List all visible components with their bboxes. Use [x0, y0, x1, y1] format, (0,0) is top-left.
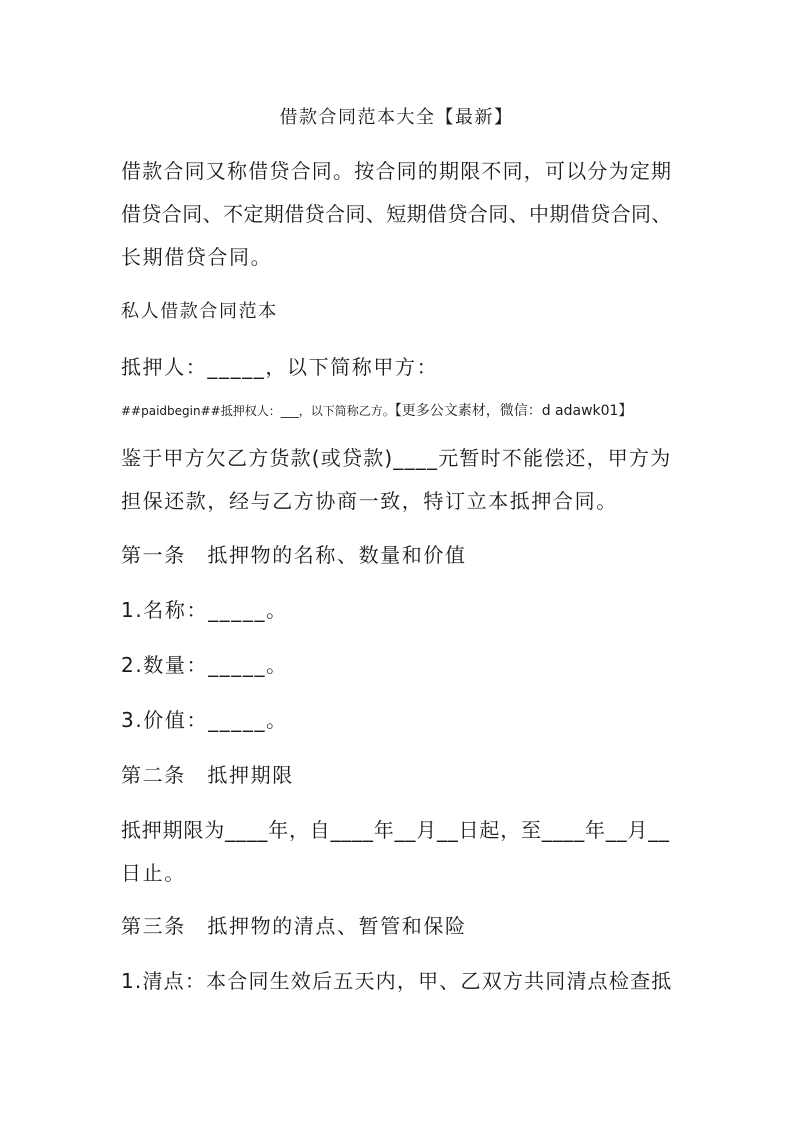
intro-line-3: 长期借贷合同。	[121, 245, 273, 269]
article3-heading: 第三条 抵押物的清点、暂管和保险	[121, 914, 467, 938]
preamble-line-1: 鉴于甲方欠乙方货款(或贷款)____元暂时不能偿还，甲方为	[121, 446, 672, 470]
article2-body-line-2: 日止。	[121, 861, 186, 885]
ad-notice: 【更多公文素材，微信：d adawk01】	[394, 403, 633, 419]
section-heading: 私人借款合同范本	[121, 301, 278, 322]
intro-line-1: 借款合同又称借贷合同。按合同的期限不同，可以分为定期	[121, 159, 673, 183]
article1-item-value: 3.价值：_____。	[121, 708, 288, 732]
article1-heading: 第一条 抵押物的名称、数量和价值	[121, 543, 467, 567]
article3-item-1: 1.清点：本合同生效后五天内，甲、乙双方共同清点检查抵	[121, 969, 673, 993]
document-title: 借款合同范本大全【最新】	[279, 107, 514, 128]
mortgagee-text: ##paidbegin##抵押权人：___，以下简称乙方。	[121, 404, 395, 418]
intro-line-2: 借贷合同、不定期借贷合同、短期借贷合同、中期借贷合同、	[121, 202, 672, 226]
article1-item-name: 1.名称：_____。	[121, 598, 288, 622]
preamble-line-2: 担保还款，经与乙方协商一致，特订立本抵押合同。	[121, 489, 618, 513]
article2-body-line-1: 抵押期限为____年，自____年__月__日起，至____年__月__	[121, 818, 670, 842]
mortgagor-line: 抵押人：_____，以下简称甲方：	[121, 355, 439, 379]
article2-heading: 第二条 抵押期限	[121, 763, 294, 787]
article1-item-quantity: 2.数量：_____。	[121, 653, 288, 677]
mortgagee-line	[121, 403, 632, 419]
